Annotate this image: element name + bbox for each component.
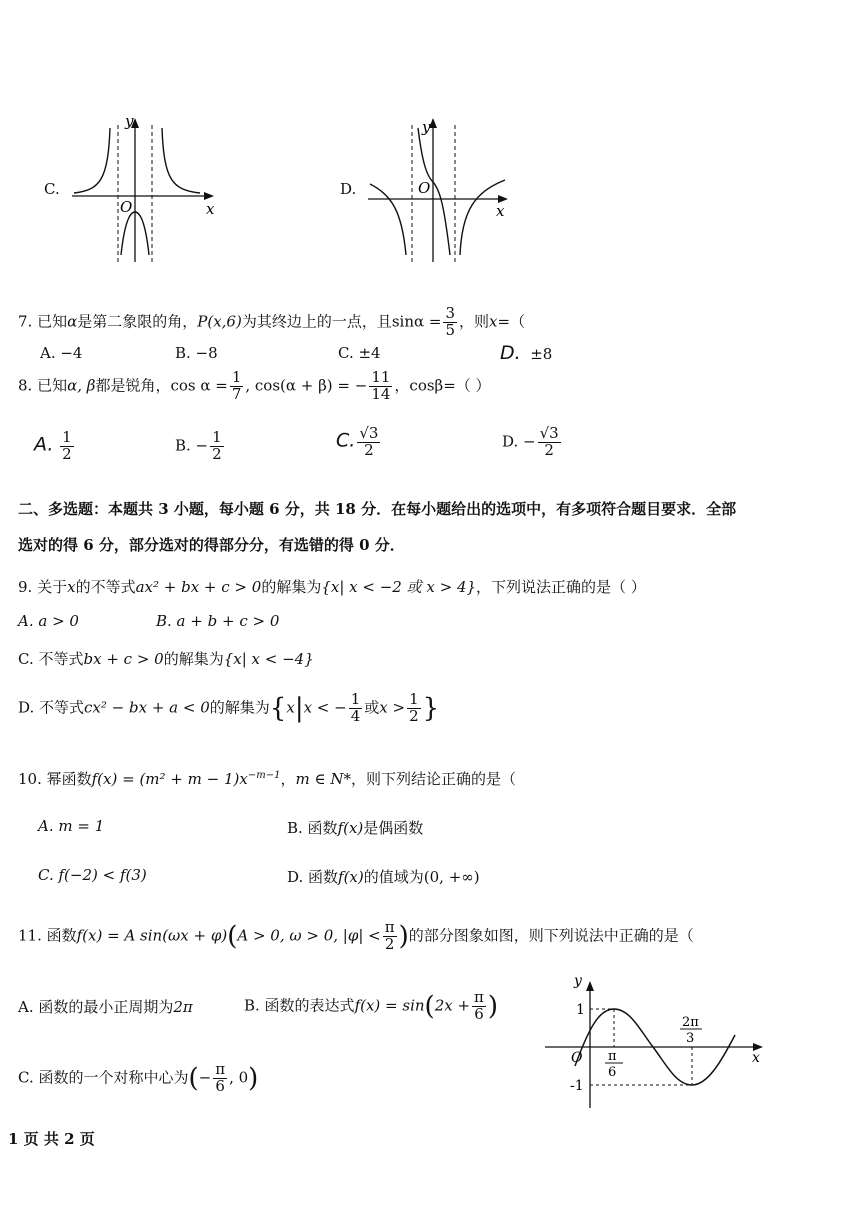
question-7-stem: 7. 已知α是第二象限的角，P(x,6)为其终边上的一点，且sinα = $\frac{3}{5}$ ，则x=（ bbox=[18, 304, 526, 339]
q11-option-b[interactable]: B. 函数的表达式f(x) = sin(2x + $\frac{\pi}{6}$ ) bbox=[244, 988, 499, 1023]
q11-y-tick-1: 1 bbox=[576, 1002, 585, 1018]
q9-option-c[interactable]: C. 不等式bx + c > 0的解集为{x| x < −4} bbox=[18, 650, 314, 668]
q8-option-d[interactable]: D. − $\frac{√3}{2}$ bbox=[502, 424, 559, 459]
q8-option-b[interactable]: B. − $\frac{1}{2}$ bbox=[175, 428, 222, 463]
q11-x-tick-1-num: π bbox=[608, 1049, 617, 1064]
graph-d-origin: O bbox=[418, 179, 431, 197]
question-8-stem: 8. 已知α, β都是锐角，cos α = $\frac{1}{7}$ , cos(α + β) = − $\frac{11}{14}$ ，cosβ=（ ） bbox=[18, 368, 491, 403]
q11-x-tick-2-den: 3 bbox=[686, 1031, 695, 1046]
q8-option-c[interactable]: C. $\frac{√3}{2}$ bbox=[336, 424, 379, 459]
graph-d-y-label: y bbox=[422, 118, 431, 136]
q10-option-d[interactable]: D. 函数f(x)的值域为(0, +∞) bbox=[287, 868, 480, 886]
section-2-heading: 二、多选题：本题共 3 小题，每小题 6 分，共 18 分．在每小题给出的选项中，有多项符合题目要求．全部 bbox=[18, 500, 737, 518]
q11-origin: O bbox=[571, 1050, 583, 1066]
q7-option-d[interactable]: D. ±8 bbox=[500, 342, 553, 364]
question-11-stem: 11. 函数f(x) = A sin(ωx + φ)(A > 0, ω > 0, |φ| < $\frac{\pi}{2}$ )的部分图象如图，则下列说法中正确的是（ bbox=[18, 918, 694, 953]
q11-x-tick-2-num: 2π bbox=[682, 1015, 699, 1030]
q7-option-b[interactable]: B. −8 bbox=[175, 344, 218, 362]
q10-option-b[interactable]: B. 函数f(x)是偶函数 bbox=[287, 819, 424, 837]
graph-c-origin: O bbox=[120, 198, 133, 216]
option-d-label: D. bbox=[340, 180, 357, 198]
graph-c-x-label: x bbox=[206, 200, 215, 218]
q9-option-d[interactable]: D. 不等式cx² − bx + a < 0的解集为{x|x < − $\frac{1}{4}$ 或x > $\frac{1}{2}$ } bbox=[18, 690, 440, 725]
q7-option-a[interactable]: A. −4 bbox=[40, 344, 83, 362]
q9-option-b[interactable]: B. a + b + c > 0 bbox=[156, 612, 280, 630]
graph-d-x-label: x bbox=[496, 202, 505, 220]
question-9-stem: 9. 关于x的不等式ax² + bx + c > 0的解集为{x| x < −2 或 x > 4}，下列说法正确的是（ ） bbox=[18, 578, 646, 596]
q11-option-c[interactable]: C. 函数的一个对称中心为(− $\frac{\pi}{6}$ , 0) bbox=[18, 1060, 259, 1095]
page-footer: 1 页 共 2 页 bbox=[8, 1130, 95, 1148]
q9-option-a[interactable]: A. a > 0 bbox=[18, 612, 79, 630]
option-c-label: C. bbox=[44, 180, 60, 198]
section-2-instructions: 选对的得 6 分，部分选对的得部分分，有选错的得 0 分． bbox=[18, 536, 405, 554]
question-10-stem: 10. 幂函数$f(x) = (m^2 + m - 1)x^{-m-1}$，m ∈ N*，则下列结论正确的是（ bbox=[18, 770, 516, 788]
q10-option-a[interactable]: A. m = 1 bbox=[38, 817, 105, 835]
q11-x-tick-1-den: 6 bbox=[608, 1065, 617, 1080]
q11-y-tick-neg1: -1 bbox=[570, 1078, 584, 1094]
q10-option-c[interactable]: C. f(−2) < f(3) bbox=[38, 866, 147, 884]
q11-option-a[interactable]: A. 函数的最小正周期为2π bbox=[18, 998, 193, 1016]
q11-x-label: x bbox=[752, 1050, 760, 1066]
q7-option-c[interactable]: C. ±4 bbox=[338, 344, 381, 362]
q8-option-a[interactable]: A. $\frac{1}{2}$ bbox=[34, 428, 72, 463]
q11-y-label: y bbox=[574, 973, 582, 989]
graph-c-y-label: y bbox=[125, 112, 134, 130]
